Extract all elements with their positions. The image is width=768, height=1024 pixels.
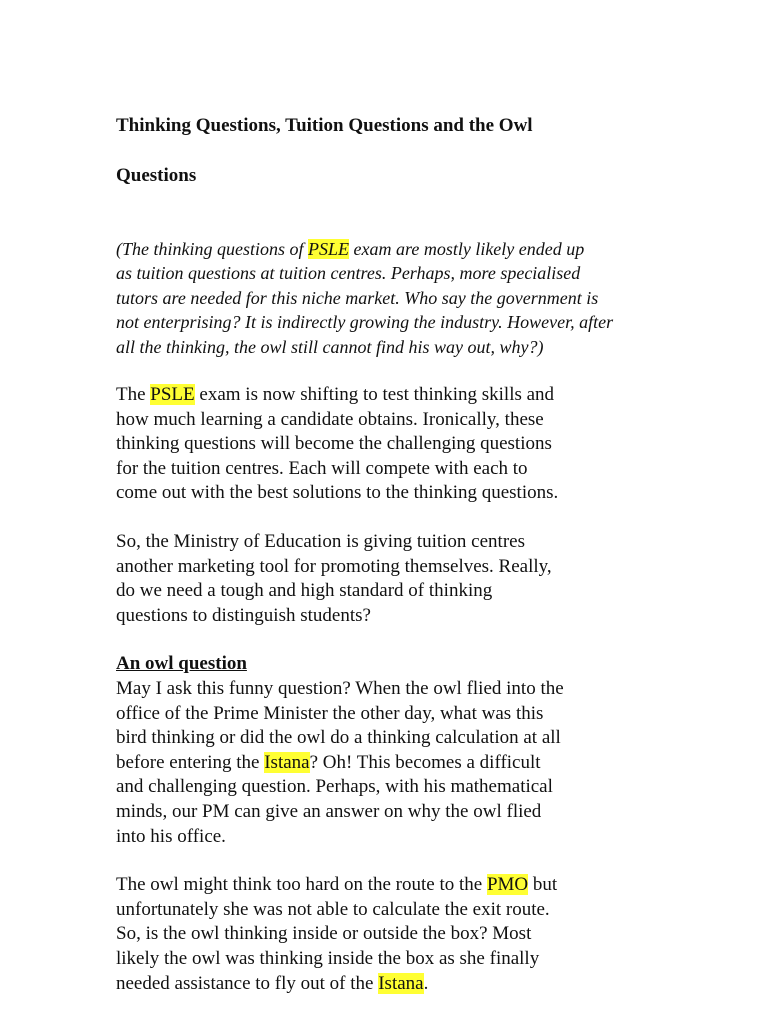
text-run: The owl might think too hard on the route to the (116, 874, 487, 896)
highlight-psle: PSLE (150, 384, 195, 406)
text-run: before entering the (116, 751, 265, 773)
intro-line: as tuition questions at tuition centres. Perhaps, more specialised (116, 263, 581, 284)
title-line: Questions (116, 165, 197, 186)
section-heading: An owl question (116, 653, 247, 675)
highlight-pmo: PMO (486, 874, 529, 896)
paragraph-line: May I ask this funny question? When the owl flied into the (116, 677, 564, 699)
paragraph-line (116, 751, 661, 776)
paragraph-line: how much learning a candidate obtains. Ironically, these (116, 408, 544, 430)
text-run: exam is now shifting to test thinking skills and (194, 384, 555, 406)
title-line: Thinking Questions, Tuition Questions and the Owl (116, 115, 533, 136)
intro-line: all the thinking, the owl still cannot find his way out, why?) (116, 336, 544, 357)
text-run: . (423, 972, 429, 994)
document-title (116, 88, 661, 213)
text-run: but (528, 874, 558, 896)
paragraph-line: another marketing tool for promoting themselves. Really, (116, 555, 552, 577)
highlight-psle: PSLE (308, 239, 350, 259)
document-content (116, 88, 661, 996)
paragraph-line: likely the owl was thinking inside the box as she finally (116, 947, 540, 969)
owl-question-section (116, 652, 661, 849)
paragraph-psle-shift (116, 383, 661, 506)
paragraph-line (116, 383, 661, 408)
paragraph-line: for the tuition centres. Each will compete with each to (116, 457, 528, 479)
text-run: (The thinking questions of (116, 239, 308, 259)
intro-paragraph (116, 237, 661, 359)
text-run: exam are mostly likely ended up (349, 239, 585, 259)
paragraph-line (116, 972, 661, 997)
text-run: needed assistance to fly out of the (116, 972, 379, 994)
paragraph-line: into his office. (116, 825, 226, 847)
paragraph-ministry (116, 530, 661, 628)
paragraph-line: do we need a tough and high standard of thinking (116, 580, 493, 602)
paragraph-owl-route (116, 873, 661, 996)
intro-line (116, 237, 661, 261)
paragraph-owl-question (116, 677, 661, 849)
paragraph-line: and challenging question. Perhaps, with his mathematical (116, 776, 553, 798)
text-run: The (116, 384, 151, 406)
paragraph-line: unfortunately she was not able to calculate the exit route. (116, 898, 550, 920)
intro-line: tutors are needed for this niche market. Who say the government is (116, 287, 599, 308)
text-run: ? Oh! This becomes a difficult (309, 751, 541, 773)
paragraph-line: questions to distinguish students? (116, 604, 371, 626)
highlight-istana: Istana (264, 751, 310, 773)
paragraph-line: So, the Ministry of Education is giving tuition centres (116, 531, 525, 552)
highlight-istana: Istana (378, 972, 424, 994)
paragraph-line: office of the Prime Minister the other day, what was this (116, 702, 544, 724)
paragraph-line: So, is the owl thinking inside or outside the box? Most (116, 923, 532, 945)
paragraph-line: minds, our PM can give an answer on why the owl flied (116, 800, 542, 822)
paragraph-line: thinking questions will become the challenging questions (116, 433, 552, 455)
paragraph-line: bird thinking or did the owl do a thinking calculation at all (116, 727, 561, 749)
paragraph-line: come out with the best solutions to the thinking questions. (116, 482, 559, 504)
intro-line: not enterprising? It is indirectly growing the industry. However, after (116, 312, 614, 333)
paragraph-line (116, 873, 661, 898)
